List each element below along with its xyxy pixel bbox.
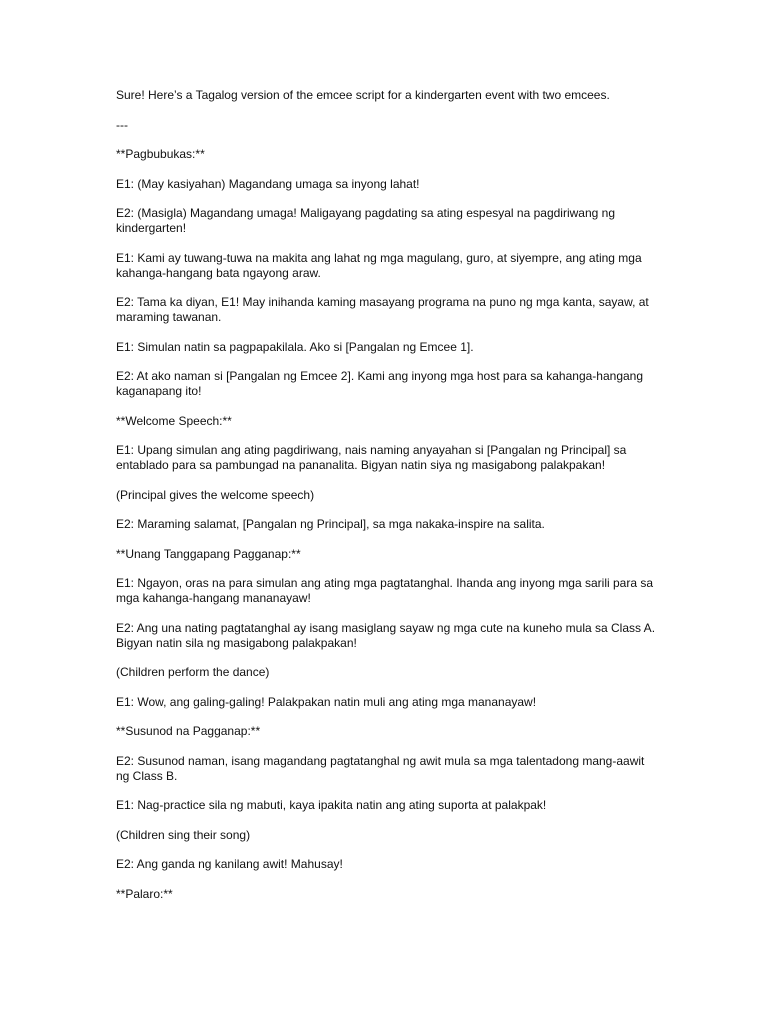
script-line: E2: Maraming salamat, [Pangalan ng Principal], sa mga nakaka-inspire na salita. bbox=[116, 517, 545, 531]
script-line: E1: Ngayon, oras na para simulan ang ating mga pagtatanghal. Ihanda ang inyong mga sarili para sa mga kahanga-hangang mananayaw! bbox=[116, 576, 657, 605]
section-heading: **Palaro:** bbox=[116, 886, 173, 901]
script-line: E2: Tama ka diyan, E1! May inihanda kaming masayang programa na puno ng mga kanta, sayaw, at maraming tawanan. bbox=[116, 295, 653, 324]
script-line: E1: Nag-practice sila ng mabuti, kaya ipakita natin ang ating suporta at palakpak! bbox=[116, 798, 547, 812]
script-line: E2: Ang una nating pagtatanghal ay isang masiglang sayaw ng mga cute na kuneho mula sa Class A. Bigyan natin sila ng masigabong palakpakan! bbox=[116, 620, 659, 650]
script-line: E1: Wow, ang galing-galing! Palakpakan natin muli ang ating mga mananayaw! bbox=[116, 694, 537, 709]
script-line: E2: (Masigla) Magandang umaga! Maligayang pagdating sa ating espesyal na pagdiriwang ng kindergarten! bbox=[116, 206, 619, 235]
stage-direction: (Principal gives the welcome speech) bbox=[116, 487, 315, 502]
script-line: E1: Kami ay tuwang-tuwa na makita ang lahat ng mga magulang, guro, at siyempre, ang ating mga kahanga-hangang bata ngayong araw. bbox=[116, 250, 645, 280]
script-line: E2: At ako naman si [Pangalan ng Emcee 2]. Kami ang inyong mga host para sa kahanga-hangang kaganapang ito! bbox=[116, 369, 647, 398]
script-line: E1: (May kasiyahan) Magandang umaga sa inyong lahat! bbox=[116, 176, 420, 191]
section-heading: **Pagbubukas:** bbox=[116, 147, 205, 161]
script-line: E1: Upang simulan ang ating pagdiriwang, nais naming anyayahan si [Pangalan ng Principal] sa entablado para sa pambungad na pananalita. Bigyan natin siya ng masigabong palakpakan! bbox=[116, 443, 630, 472]
script-line: E2: Ang ganda ng kanilang awit! Mahusay! bbox=[116, 857, 343, 871]
intro-line: Sure! Here’s a Tagalog version of the emcee script for a kindergarten event with two emcees. bbox=[116, 88, 610, 102]
script-line: E2: Susunod naman, isang magandang pagtatanghal ng awit mula sa mga talentadong mang-aawit ng Class B. bbox=[116, 753, 648, 783]
section-heading: **Susunod na Pagganap:** bbox=[116, 724, 261, 738]
section-heading: **Unang Tanggapang Pagganap:** bbox=[116, 546, 301, 561]
document-body bbox=[116, 88, 659, 916]
script-line: E1: Simulan natin sa pagpapakilala. Ako si [Pangalan ng Emcee 1]. bbox=[116, 339, 474, 354]
stage-direction: (Children sing their song) bbox=[116, 827, 251, 842]
separator-line: --- bbox=[116, 117, 128, 132]
stage-direction: (Children perform the dance) bbox=[116, 665, 270, 679]
section-heading: **Welcome Speech:** bbox=[116, 413, 232, 428]
